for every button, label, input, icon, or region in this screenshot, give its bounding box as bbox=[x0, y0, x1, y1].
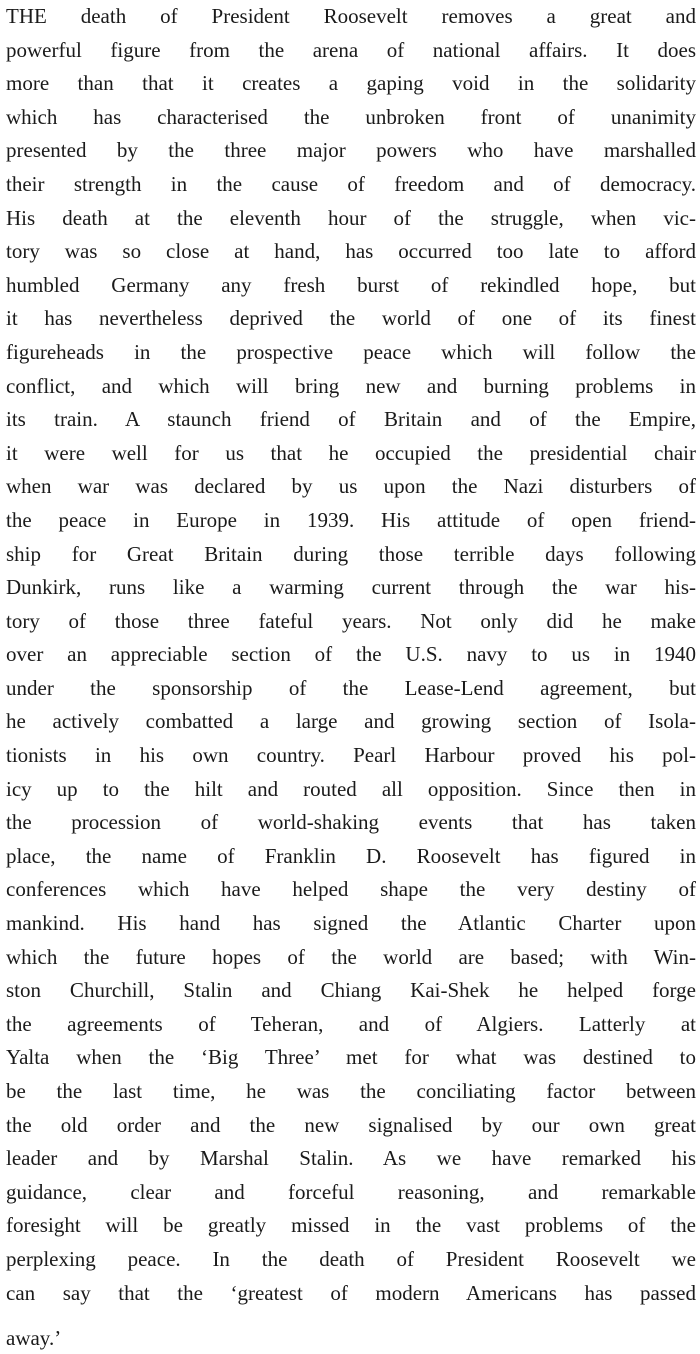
text-line: presented by the three major powers who have marshalled bbox=[6, 138, 696, 163]
text-line-final: away.’ bbox=[6, 1326, 62, 1351]
text-line: more than that it creates a gaping void in the solidarity bbox=[6, 71, 696, 96]
text-line: ston Churchill, Stalin and Chiang Kai-Shek he helped forge bbox=[6, 978, 696, 1003]
article-text bbox=[6, 0, 696, 1354]
text-line: figureheads in the prospective peace which will follow the bbox=[6, 339, 696, 364]
text-line: the old order and the new signalised by our own great bbox=[6, 1112, 696, 1137]
text-line: the peace in Europe in 1939. His attitude of open friend- bbox=[6, 507, 696, 532]
text-line: it has nevertheless deprived the world of one of its finest bbox=[6, 306, 696, 331]
text-line: perplexing peace. In the death of President Roosevelt we bbox=[6, 1246, 696, 1271]
text-line: foresight will be greatly missed in the vast problems of the bbox=[6, 1213, 696, 1238]
text-line: tory of those three fateful years. Not only did he make bbox=[6, 608, 696, 633]
text-line: THE death of President Roosevelt removes a great and bbox=[6, 4, 696, 28]
text-line: it were well for us that he occupied the presidential chair bbox=[6, 440, 696, 465]
text-line: its train. A staunch friend of Britain and of the Empire, bbox=[6, 407, 696, 432]
text-line: the agreements of Teheran, and of Algiers. Latterly at bbox=[6, 1011, 696, 1036]
text-line: guidance, clear and forceful reasoning, and remarkable bbox=[6, 1179, 696, 1204]
text-line: powerful figure from the arena of national affairs. It does bbox=[6, 37, 696, 62]
text-line: tory was so close at hand, has occurred too late to afford bbox=[6, 239, 696, 264]
text-line: tionists in his own country. Pearl Harbour proved his pol- bbox=[6, 743, 696, 768]
text-line: their strength in the cause of freedom and of democracy. bbox=[6, 171, 696, 196]
text-line: conflict, and which will bring new and burning problems in bbox=[6, 373, 696, 398]
text-line: His death at the eleventh hour of the struggle, when vic- bbox=[6, 205, 696, 230]
text-line: Dunkirk, runs like a warming current through the war his- bbox=[6, 575, 696, 600]
text-line: can say that the ‘greatest of modern Americans has passed bbox=[6, 1280, 696, 1305]
text-line: which has characterised the unbroken front of unanimity bbox=[6, 104, 696, 129]
text-line: ship for Great Britain during those terrible days following bbox=[6, 541, 696, 566]
text-line: under the sponsorship of the Lease-Lend agreement, but bbox=[6, 675, 696, 700]
text-line: over an appreciable section of the U.S. navy to us in 1940 bbox=[6, 642, 696, 667]
text-line: humbled Germany any fresh burst of rekindled hope, but bbox=[6, 272, 696, 297]
text-line: place, the name of Franklin D. Roosevelt has figured in bbox=[6, 843, 696, 868]
text-line: conferences which have helped shape the very destiny of bbox=[6, 877, 696, 902]
text-line: the procession of world-shaking events that has taken bbox=[6, 810, 696, 835]
text-line: he actively combatted a large and growing section of Isola- bbox=[6, 709, 696, 734]
text-line: be the last time, he was the conciliating factor between bbox=[6, 1079, 696, 1103]
text-line: Yalta when the ‘Big Three’ met for what was destined to bbox=[6, 1045, 696, 1070]
text-line: which the future hopes of the world are based; with Win- bbox=[6, 944, 696, 969]
text-line: mankind. His hand has signed the Atlantic Charter upon bbox=[6, 911, 696, 936]
text-line: icy up to the hilt and routed all opposition. Since then in bbox=[6, 776, 696, 801]
text-line: leader and by Marshal Stalin. As we have remarked his bbox=[6, 1146, 696, 1171]
text-line: when war was declared by us upon the Nazi disturbers of bbox=[6, 474, 696, 499]
